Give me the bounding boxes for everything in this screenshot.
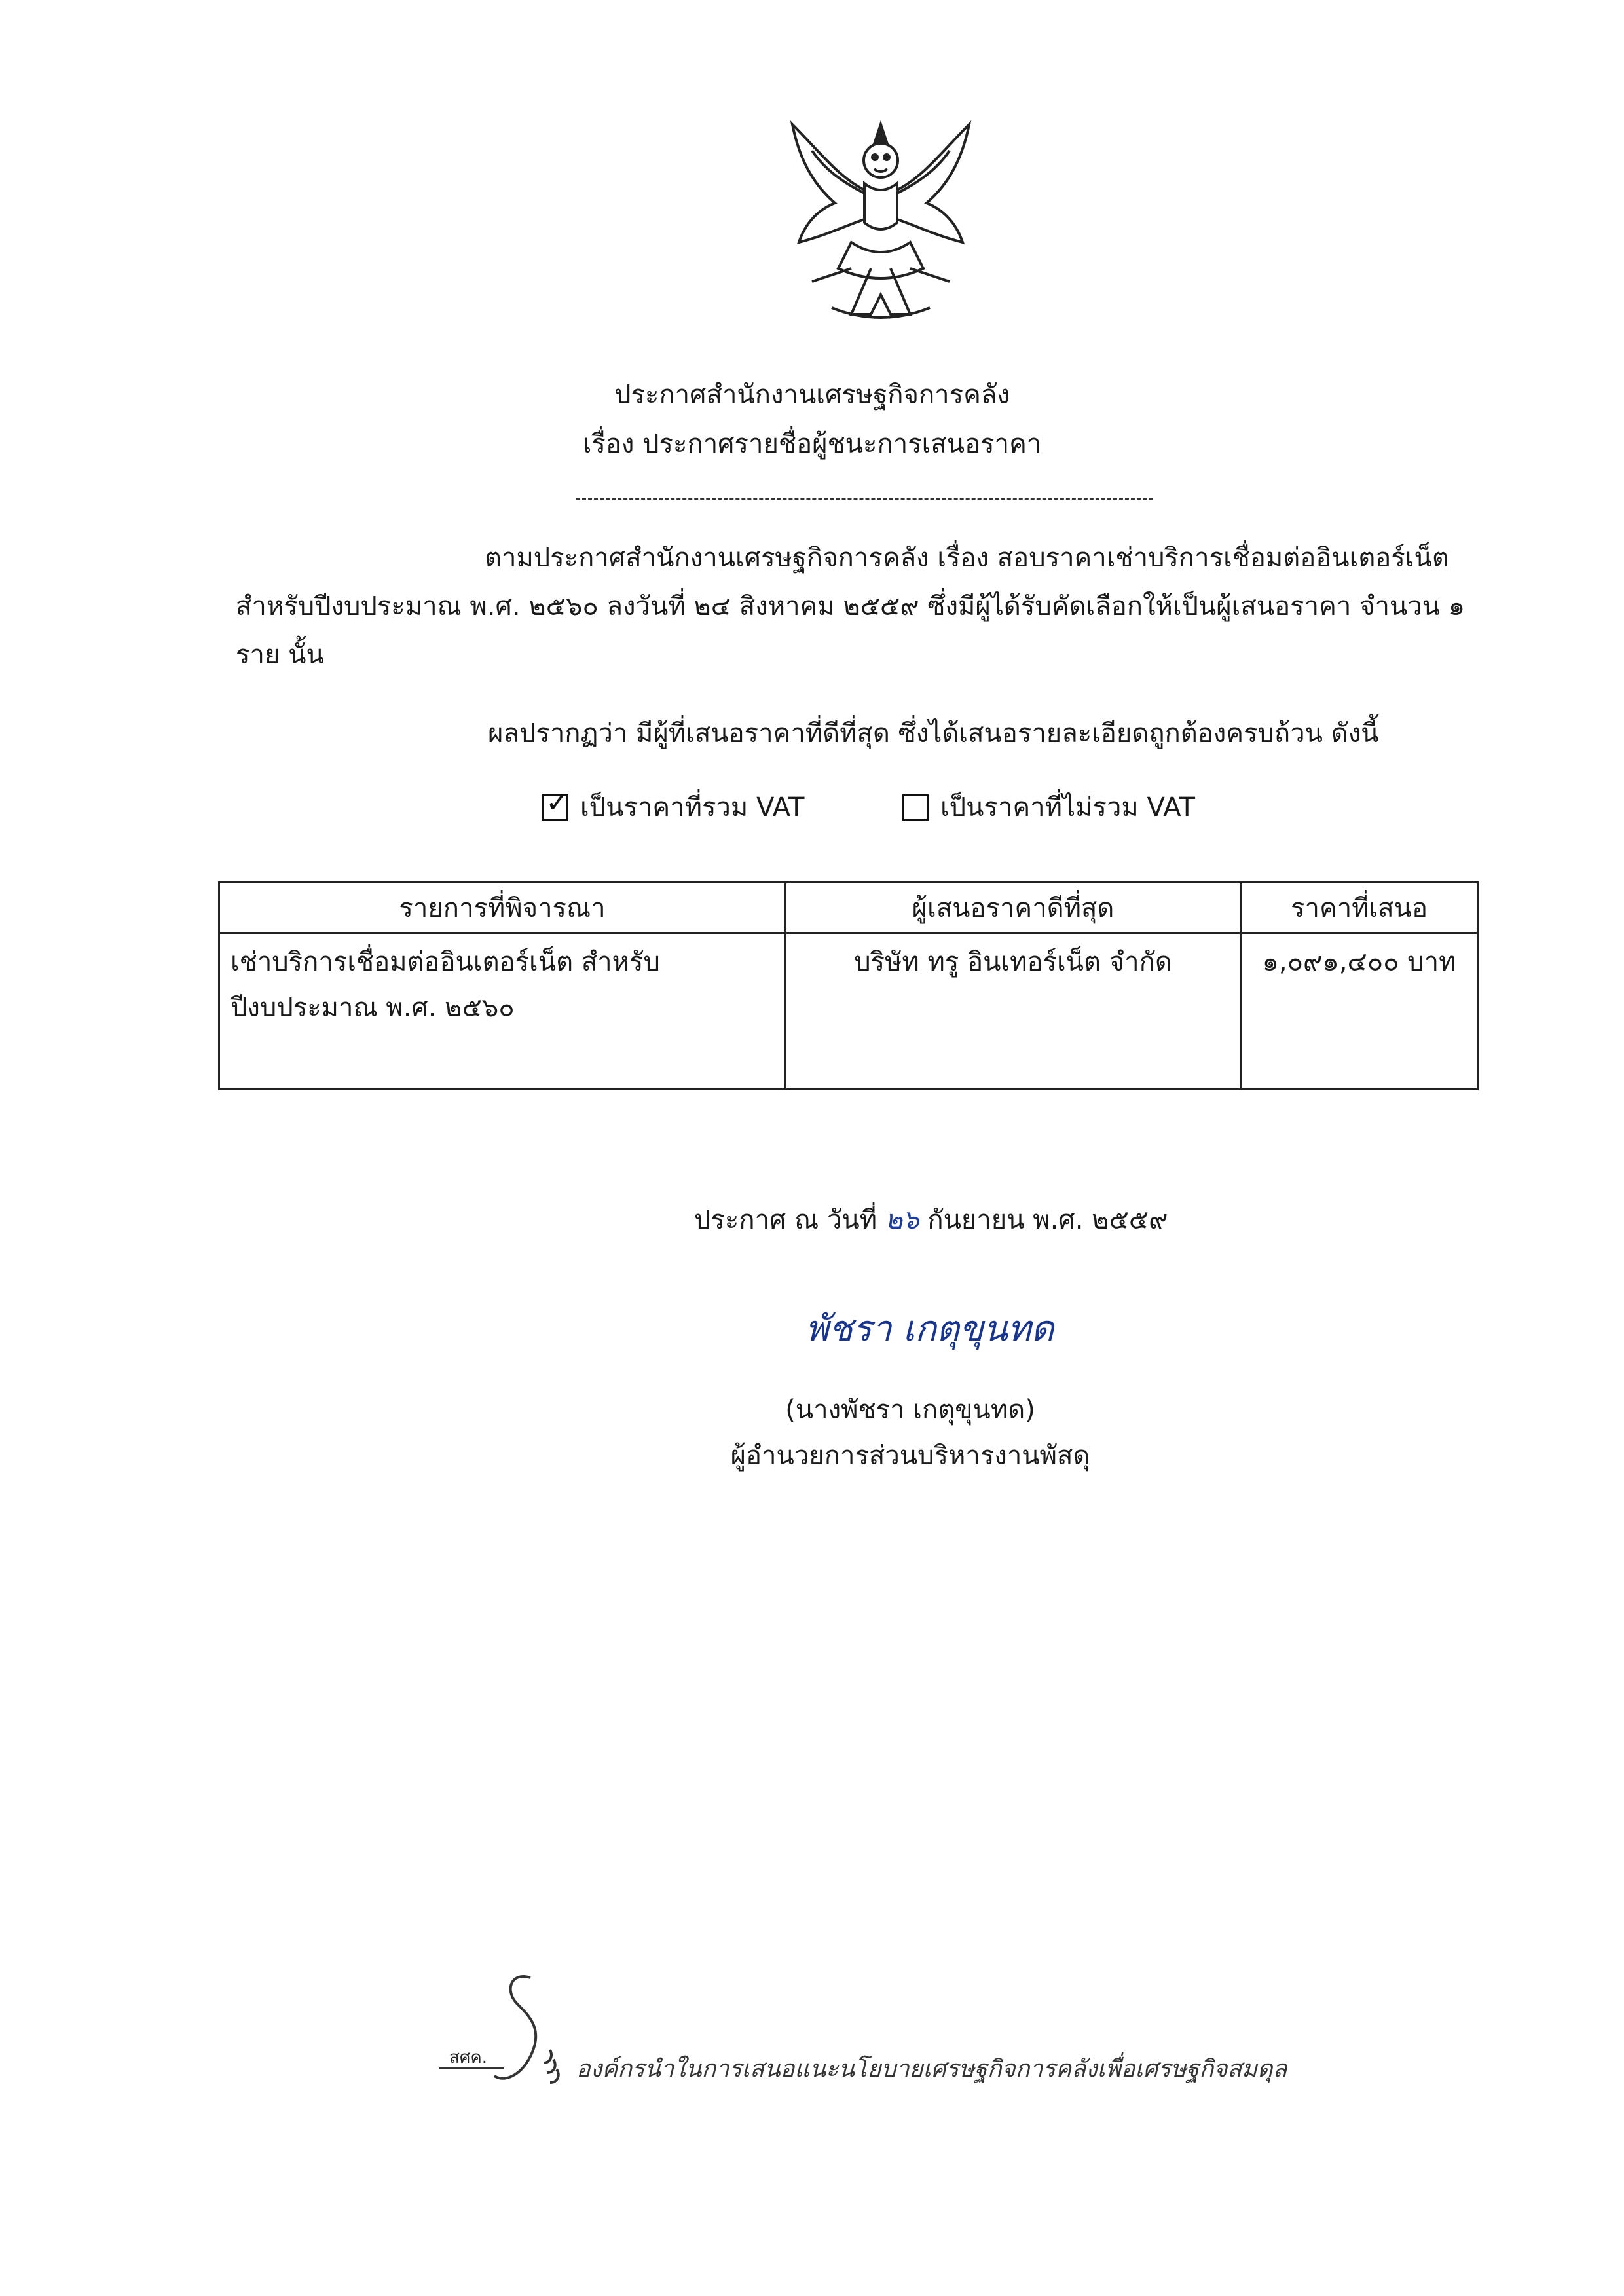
body-paragraph bbox=[236, 534, 1480, 679]
cell-item: เช่าบริการเชื่อมต่ออินเตอร์เน็ต สำหรับปีงบประมาณ พ.ศ. ๒๕๖๐ bbox=[219, 933, 786, 1090]
logo-text: สศค. bbox=[449, 2048, 488, 2067]
vat-excluded-option bbox=[902, 789, 1195, 826]
vat-excluded-label: เป็นราคาที่ไม่รวม VAT bbox=[940, 792, 1195, 823]
checkbox-empty-icon bbox=[902, 794, 929, 821]
fpo-logo-icon bbox=[432, 1965, 589, 2102]
award-table bbox=[218, 881, 1479, 1090]
garuda-emblem-icon bbox=[773, 111, 989, 334]
table-row bbox=[219, 933, 1478, 1090]
table-header-row bbox=[219, 883, 1478, 933]
announcement-date bbox=[694, 1202, 1168, 1238]
vat-included-option bbox=[542, 786, 805, 826]
body-paragraph-rest: สำหรับปีงบประมาณ พ.ศ. ๒๕๖๐ ลงวันที่ ๒๔ สิงหาคม ๒๕๕๙ ซึ่งมีผู้ได้รับคัดเลือกให้เป็นผู้เสนอราคา จำนวน ๑ ราย นั้น bbox=[236, 591, 1466, 670]
announcement-subject: เรื่อง ประกาศรายชื่อผู้ชนะการเสนอราคา bbox=[582, 429, 1042, 459]
announcement-title: ประกาศสำนักงานเศรษฐกิจการคลัง bbox=[614, 380, 1010, 410]
header-item: รายการที่พิจารณา bbox=[219, 883, 786, 933]
checkbox-checked-icon: ✓ bbox=[542, 794, 568, 821]
signature: พัชรา เกตุขุนทด bbox=[805, 1308, 1054, 1349]
date-prefix: ประกาศ ณ วันที่ bbox=[694, 1205, 877, 1235]
date-suffix: กันยายน พ.ศ. ๒๕๕๙ bbox=[927, 1205, 1168, 1235]
signatory-name: (นางพัชรา เกตุขุนทด) bbox=[785, 1395, 1035, 1425]
body-paragraph-line1: ตามประกาศสำนักงานเศรษฐกิจการคลัง เรื่อง สอบราคาเช่าบริการเชื่อมต่ออินเตอร์เน็ต bbox=[485, 543, 1449, 573]
result-statement: ผลปรากฏว่า มีผู้ที่เสนอราคาที่ดีที่สุด ซึ่งได้เสนอรายละเอียดถูกต้องครบถ้วน ดังนี้ bbox=[488, 718, 1379, 749]
footer-slogan: องค์กรนำในการเสนอแนะนโยบายเศรษฐกิจการคลังเพื่อเศรษฐกิจสมดุล bbox=[576, 2056, 1287, 2083]
cell-price: ๑,๐๙๑,๔๐๐ บาท bbox=[1241, 933, 1478, 1090]
date-day-handwritten: ๒๖ bbox=[885, 1205, 919, 1235]
vat-included-label: เป็นราคาที่รวม VAT bbox=[580, 792, 805, 823]
dashed-divider bbox=[576, 498, 1153, 500]
signatory-position: ผู้อำนวยการส่วนบริหารงานพัสดุ bbox=[730, 1441, 1090, 1471]
cell-bidder: บริษัท ทรู อินเทอร์เน็ต จำกัด bbox=[786, 933, 1241, 1090]
header-bidder: ผู้เสนอราคาดีที่สุด bbox=[786, 883, 1241, 933]
header-price: ราคาที่เสนอ bbox=[1241, 883, 1478, 933]
